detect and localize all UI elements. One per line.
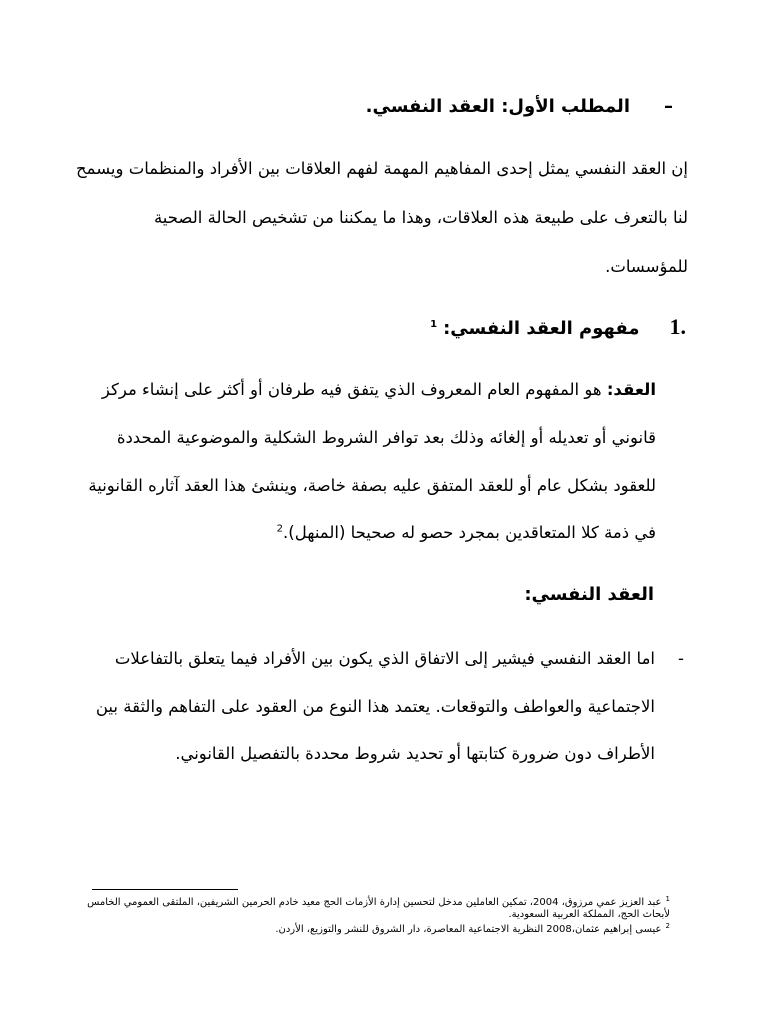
intro-line-2: لنا بالتعرف على طبيعة هذه العلاقات، وهذا ما يمكننا من تشخيص الحالة الصحية xyxy=(153,208,688,227)
heading-number: 1. xyxy=(669,314,686,339)
contract-term: العقد: xyxy=(606,380,656,399)
contract-def-line-2: قانوني أو تعديله أو إلغائه وذلك بعد توافر الشروط الشكلية والموضوعية المحددة xyxy=(116,428,656,447)
contract-def-line-3: للعقود بشكل عام أو للعقد المتفق عليه بصفة خاصة، وينشئ هذا العقد آثاره القانونية xyxy=(88,476,656,495)
bullet-line-1: اما العقد النفسي فيشير إلى الاتفاق الذي يكون بين الأفراد فيما يتعلق بالتفاعلات xyxy=(114,649,655,668)
footnote-separator xyxy=(92,889,238,890)
heading-text: مفهوم العقد النفسي: xyxy=(443,318,640,339)
section-title-dash: – xyxy=(664,96,673,117)
bullet-line-3: الأطراف دون ضرورة كتابتها أو تحديد شروط محددة بالتفصيل القانوني. xyxy=(175,744,655,763)
footnote-2-line-1 xyxy=(275,921,670,936)
intro-line-1: إن العقد النفسي يمثل إحدى المفاهيم المهمة لفهم العلاقات بين الأفراد والمنظمات ويسمح xyxy=(76,159,688,178)
contract-def-line-1-text: هو المفهوم العام المعروف الذي يتفق فيه طرفان أو أكثر على إنشاء مركز xyxy=(101,380,607,399)
contract-def-line-4 xyxy=(277,521,656,545)
contract-def-line-1 xyxy=(101,378,656,402)
footnote-2-marker: 2 xyxy=(665,921,670,930)
concept-heading xyxy=(430,315,686,341)
footnote-1-line-1 xyxy=(87,894,670,909)
footnote-ref-2[interactable]: 2 xyxy=(276,523,284,535)
intro-line-3: للمؤسسات. xyxy=(605,257,688,276)
footnote-2-text: عيسى إبراهيم عثمان،2008 النظرية الاجتماعية المعاصرة، دار الشروق للنشر والتوزيع، الأردن. xyxy=(275,924,662,935)
contract-def-line-4-text: في ذمة كلا المتعاقدين بمجرد حصو له صحيحا (المنهل). xyxy=(283,523,656,542)
psych-contract-heading: العقد النفسي: xyxy=(524,584,654,605)
section-title xyxy=(366,95,673,119)
footnote-ref-1[interactable]: 1 xyxy=(430,319,438,330)
bullet-marker: - xyxy=(678,649,684,668)
bullet-line-2: الاجتماعية والعواطف والتوقعات. يعتمد هذا النوع من العقود على التفاهم والثقة بين xyxy=(95,697,655,716)
footnote-1-marker: 1 xyxy=(665,894,670,903)
footnote-1-line-2: لأبحاث الحج، المملكة العربية السعودية. xyxy=(508,909,670,920)
section-title-text: المطلب الأول: العقد النفسي. xyxy=(365,96,630,117)
footnote-1-text: عبد العزيز عمي مرزوق، 2004، تمكين العاملين مدخل لتحسين إدارة الأزمات الحج معيد خادم الحرمين الشريفين، الملتقى العمومي الخامس xyxy=(87,897,662,908)
